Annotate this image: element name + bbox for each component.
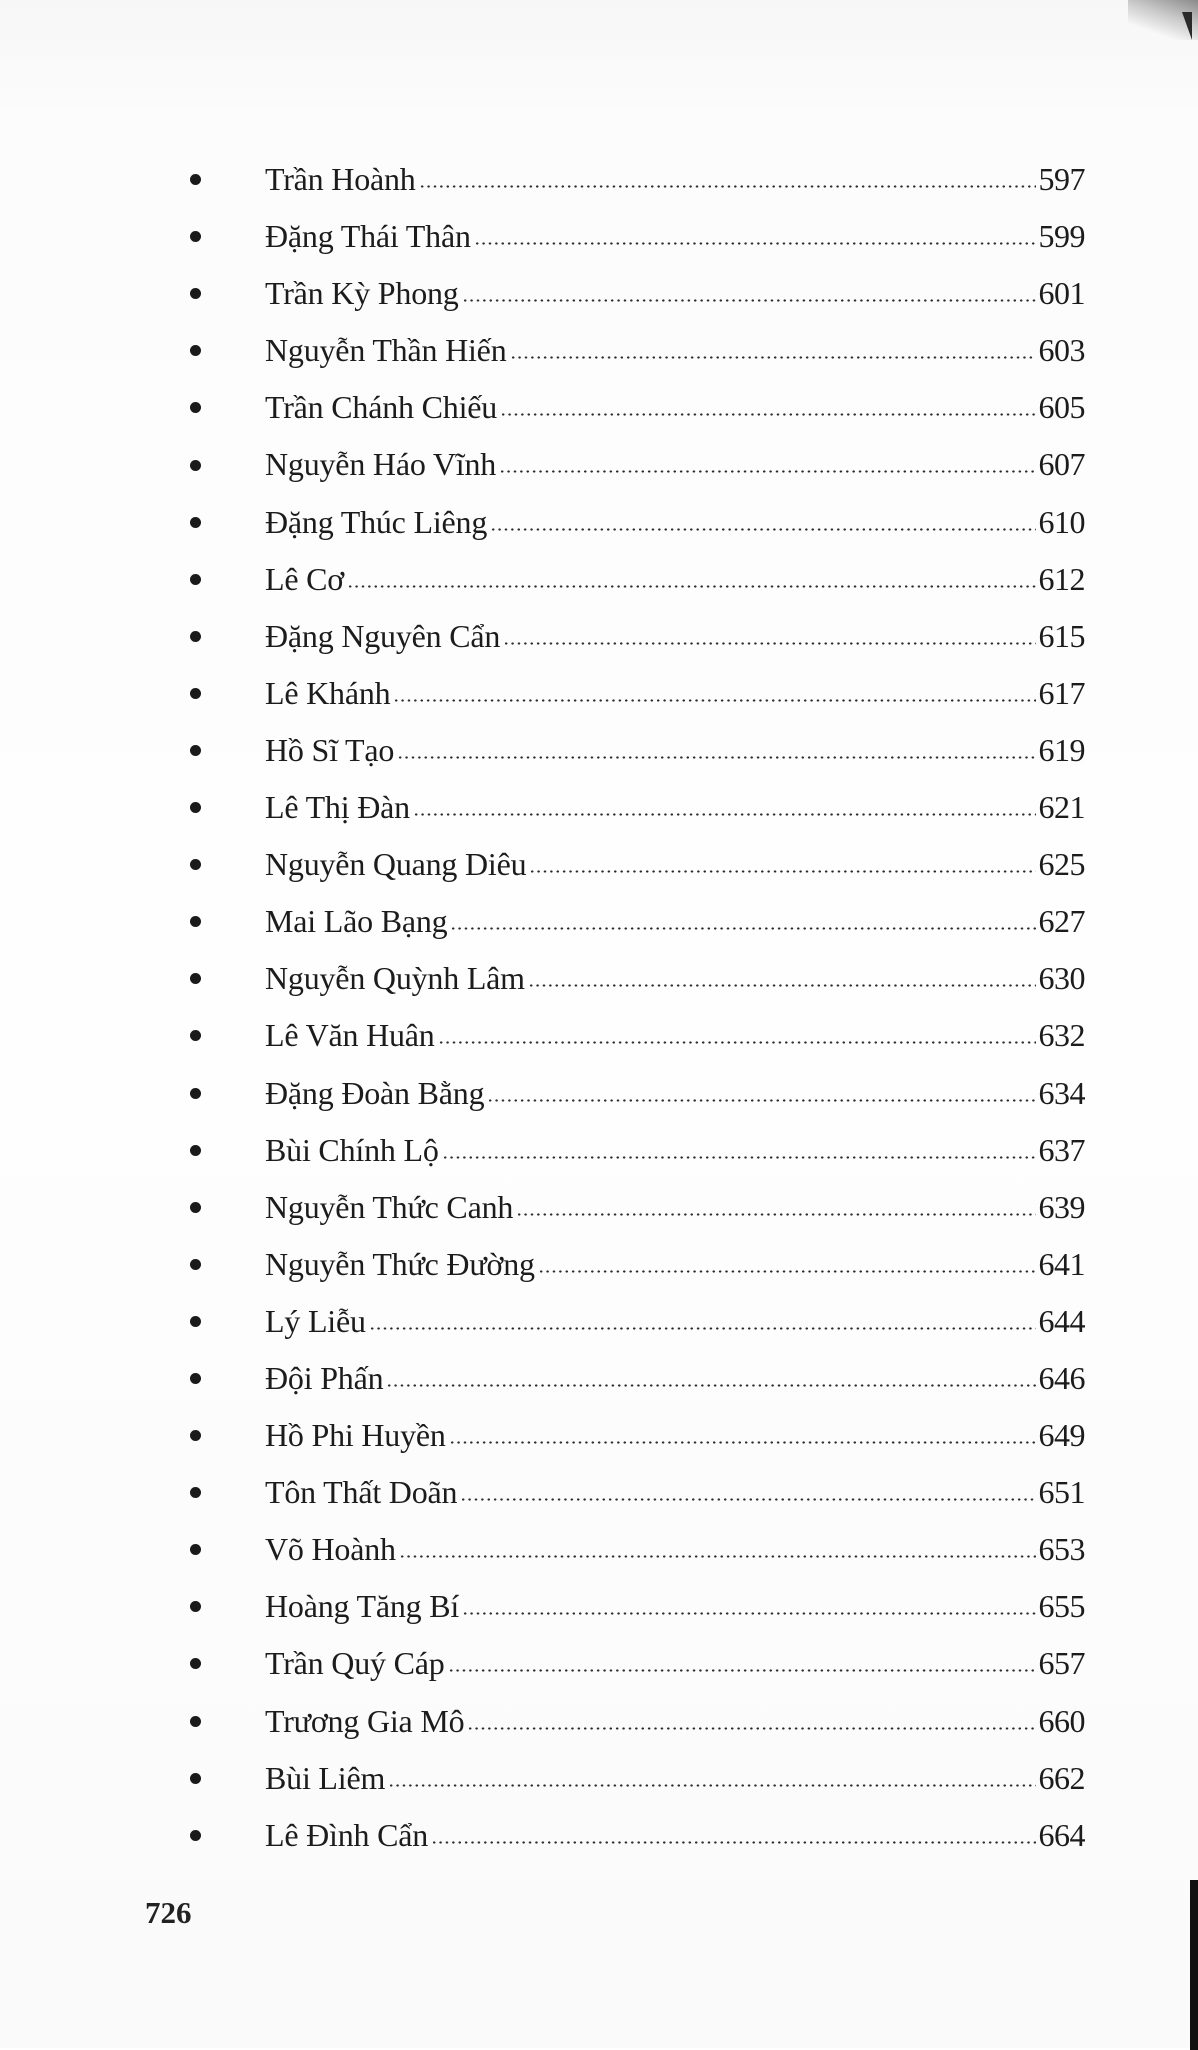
toc-entry-page: 649 xyxy=(1038,1417,1085,1454)
dot-leader xyxy=(460,1483,1035,1503)
toc-entry-page: 617 xyxy=(1038,674,1085,711)
dot-leader xyxy=(467,1712,1035,1732)
toc-entry xyxy=(180,436,1085,493)
toc-entry-name: Nguyễn Quỳnh Lâm xyxy=(265,960,525,997)
toc-entry-name: Hồ Phi Huyền xyxy=(265,1417,446,1454)
toc-entry-page: 619 xyxy=(1038,731,1085,768)
toc-entry-name: Đặng Thái Thân xyxy=(265,218,471,255)
toc-entry-name: Trương Gia Mô xyxy=(265,1702,465,1739)
bullet-icon xyxy=(190,1373,201,1384)
toc-entry-page: 634 xyxy=(1038,1074,1085,1111)
toc-entry xyxy=(180,608,1085,665)
bullet-icon xyxy=(190,288,201,299)
bullet-icon xyxy=(190,1544,201,1555)
toc-entry xyxy=(180,1065,1085,1122)
toc-entry-name: Nguyễn Thức Đường xyxy=(265,1245,535,1282)
bullet-icon xyxy=(190,631,201,642)
toc-entry-name: Nguyễn Thức Canh xyxy=(265,1188,514,1225)
bullet-icon xyxy=(190,1316,201,1327)
bullet-icon xyxy=(190,1773,201,1784)
bullet-icon xyxy=(190,1145,201,1156)
toc-entry xyxy=(180,1464,1085,1521)
toc-entry xyxy=(180,1236,1085,1293)
bullet-icon xyxy=(190,1030,201,1041)
toc-entry-page: 601 xyxy=(1038,275,1085,312)
toc-entry-page: 632 xyxy=(1038,1017,1085,1054)
bullet-icon xyxy=(190,859,201,870)
toc-entry-page: 625 xyxy=(1038,846,1085,883)
toc-entry-name: Tôn Thất Doãn xyxy=(265,1474,458,1511)
toc-entry-page: 612 xyxy=(1038,560,1085,597)
dot-leader xyxy=(399,1540,1036,1560)
toc-entry-page: 653 xyxy=(1038,1531,1085,1568)
toc-entry-page: 627 xyxy=(1038,903,1085,940)
bullet-icon xyxy=(190,1430,201,1441)
toc-entry xyxy=(180,151,1085,208)
toc-entry-name: Bùi Liêm xyxy=(265,1759,386,1796)
toc-entry-name: Nguyễn Háo Vĩnh xyxy=(265,446,497,483)
toc-entry-page: 646 xyxy=(1038,1359,1085,1396)
dot-leader xyxy=(528,969,1036,989)
toc-entry xyxy=(180,1179,1085,1236)
page-number: 726 xyxy=(145,1895,192,1930)
toc-entry-page: 639 xyxy=(1038,1188,1085,1225)
dot-leader xyxy=(413,798,1036,818)
toc-entry xyxy=(180,551,1085,608)
toc-entry xyxy=(180,494,1085,551)
bullet-icon xyxy=(190,1088,201,1099)
toc-entry-name: Đội Phấn xyxy=(265,1359,384,1396)
bullet-icon xyxy=(190,1487,201,1498)
toc-entry-name: Hồ Sĩ Tạo xyxy=(265,731,395,768)
toc-entry-name: Lê Cơ xyxy=(265,560,345,597)
bullet-icon xyxy=(190,1601,201,1612)
bullet-icon xyxy=(190,174,201,185)
toc-entry-page: 655 xyxy=(1038,1588,1085,1625)
toc-entry xyxy=(180,665,1085,722)
page-corner-fold-icon xyxy=(1182,12,1192,40)
toc-entry xyxy=(180,1578,1085,1635)
dot-leader xyxy=(431,1826,1035,1846)
toc-entry-name: Nguyễn Quang Diêu xyxy=(265,846,527,883)
toc-entry-page: 664 xyxy=(1038,1816,1085,1853)
toc-entry-name: Lê Đình Cẩn xyxy=(265,1816,429,1853)
dot-leader xyxy=(510,341,1036,361)
bullet-icon xyxy=(190,916,201,927)
toc-entry xyxy=(180,1350,1085,1407)
dot-leader xyxy=(462,1597,1035,1617)
toc-entry-name: Trần Hoành xyxy=(265,161,416,197)
dot-leader xyxy=(388,1769,1035,1789)
dot-leader xyxy=(449,1426,1036,1446)
toc-entry-name: Trần Quý Cáp xyxy=(265,1645,445,1682)
table-of-contents xyxy=(180,151,1085,1864)
dot-leader xyxy=(438,1026,1036,1046)
dot-leader xyxy=(487,1084,1035,1104)
toc-entry-page: 605 xyxy=(1038,389,1085,426)
toc-entry-page: 615 xyxy=(1038,617,1085,654)
toc-entry-name: Trần Chánh Chiếu xyxy=(265,389,498,426)
toc-entry-name: Mai Lão Bạng xyxy=(265,903,448,940)
toc-entry-page: 637 xyxy=(1038,1131,1085,1168)
toc-entry-name: Trần Kỳ Phong xyxy=(265,275,459,312)
bullet-icon xyxy=(190,1259,201,1270)
toc-entry xyxy=(180,1635,1085,1692)
dot-leader xyxy=(538,1255,1036,1275)
dot-leader xyxy=(516,1198,1035,1218)
dot-leader xyxy=(500,398,1035,418)
toc-entry xyxy=(180,322,1085,379)
toc-entry-name: Đặng Thúc Liêng xyxy=(265,503,488,540)
toc-entry xyxy=(180,1807,1085,1864)
toc-entry-name: Bùi Chính Lộ xyxy=(265,1131,439,1168)
dot-leader xyxy=(529,855,1035,875)
toc-entry-name: Lê Khánh xyxy=(265,674,391,711)
toc-entry-page: 657 xyxy=(1038,1645,1085,1682)
toc-entry xyxy=(180,208,1085,265)
toc-entry-page: 641 xyxy=(1038,1245,1085,1282)
toc-entry xyxy=(180,1007,1085,1064)
toc-entry-name: Đặng Nguyên Cẩn xyxy=(265,617,501,654)
toc-entry xyxy=(180,1750,1085,1807)
toc-entry-page: 621 xyxy=(1038,789,1085,826)
toc-entry-page: 662 xyxy=(1038,1759,1085,1796)
dot-leader xyxy=(503,627,1035,647)
toc-entry-name: Nguyễn Thần Hiến xyxy=(265,332,507,369)
dot-leader xyxy=(450,912,1035,932)
bullet-icon xyxy=(190,460,201,471)
toc-entry-name: Lý Liễu xyxy=(265,1302,366,1339)
dot-leader xyxy=(393,684,1035,704)
toc-entry-page: 660 xyxy=(1038,1702,1085,1739)
toc-entry-page: 610 xyxy=(1038,503,1085,540)
toc-entry xyxy=(180,1693,1085,1750)
toc-entry xyxy=(180,722,1085,779)
toc-entry-name: Hoàng Tăng Bí xyxy=(265,1588,460,1625)
toc-entry xyxy=(180,1293,1085,1350)
toc-entry-page: 597 xyxy=(1038,161,1085,197)
dot-leader xyxy=(347,570,1035,590)
dot-leader xyxy=(419,170,1036,190)
bullet-icon xyxy=(190,1658,201,1669)
bullet-icon xyxy=(190,1830,201,1841)
toc-entry xyxy=(180,1122,1085,1179)
toc-entry-name: Lê Văn Huân xyxy=(265,1017,435,1054)
bullet-icon xyxy=(190,1202,201,1213)
toc-entry xyxy=(180,836,1085,893)
toc-entry xyxy=(180,1521,1085,1578)
dot-leader xyxy=(448,1654,1036,1674)
bullet-icon xyxy=(190,973,201,984)
page-edge-shadow xyxy=(1190,1880,1198,2050)
toc-entry-page: 644 xyxy=(1038,1302,1085,1339)
bullet-icon xyxy=(190,745,201,756)
bullet-icon xyxy=(190,402,201,413)
bullet-icon xyxy=(190,688,201,699)
dot-leader xyxy=(397,741,1035,761)
toc-entry-name: Võ Hoành xyxy=(265,1531,396,1568)
toc-entry-page: 630 xyxy=(1038,960,1085,997)
toc-entry-name: Đặng Đoàn Bằng xyxy=(265,1074,485,1111)
toc-entry xyxy=(180,379,1085,436)
toc-entry-page: 651 xyxy=(1038,1474,1085,1511)
dot-leader xyxy=(462,284,1036,304)
bullet-icon xyxy=(190,517,201,528)
toc-entry xyxy=(180,779,1085,836)
toc-entry xyxy=(180,893,1085,950)
toc-entry xyxy=(180,1407,1085,1464)
toc-entry-page: 599 xyxy=(1038,218,1085,255)
dot-leader xyxy=(490,513,1035,533)
dot-leader xyxy=(499,455,1035,475)
bullet-icon xyxy=(190,1716,201,1727)
bullet-icon xyxy=(190,231,201,242)
toc-entry-name: Lê Thị Đàn xyxy=(265,789,410,826)
dot-leader xyxy=(369,1312,1036,1332)
dot-leader xyxy=(474,227,1036,247)
toc-entry xyxy=(180,950,1085,1007)
dot-leader xyxy=(442,1141,1036,1161)
toc-entry-page: 607 xyxy=(1038,446,1085,483)
toc-entry-page: 603 xyxy=(1038,332,1085,369)
bullet-icon xyxy=(190,345,201,356)
bullet-icon xyxy=(190,802,201,813)
bullet-icon xyxy=(190,574,201,585)
toc-entry xyxy=(180,265,1085,322)
dot-leader xyxy=(386,1369,1035,1389)
